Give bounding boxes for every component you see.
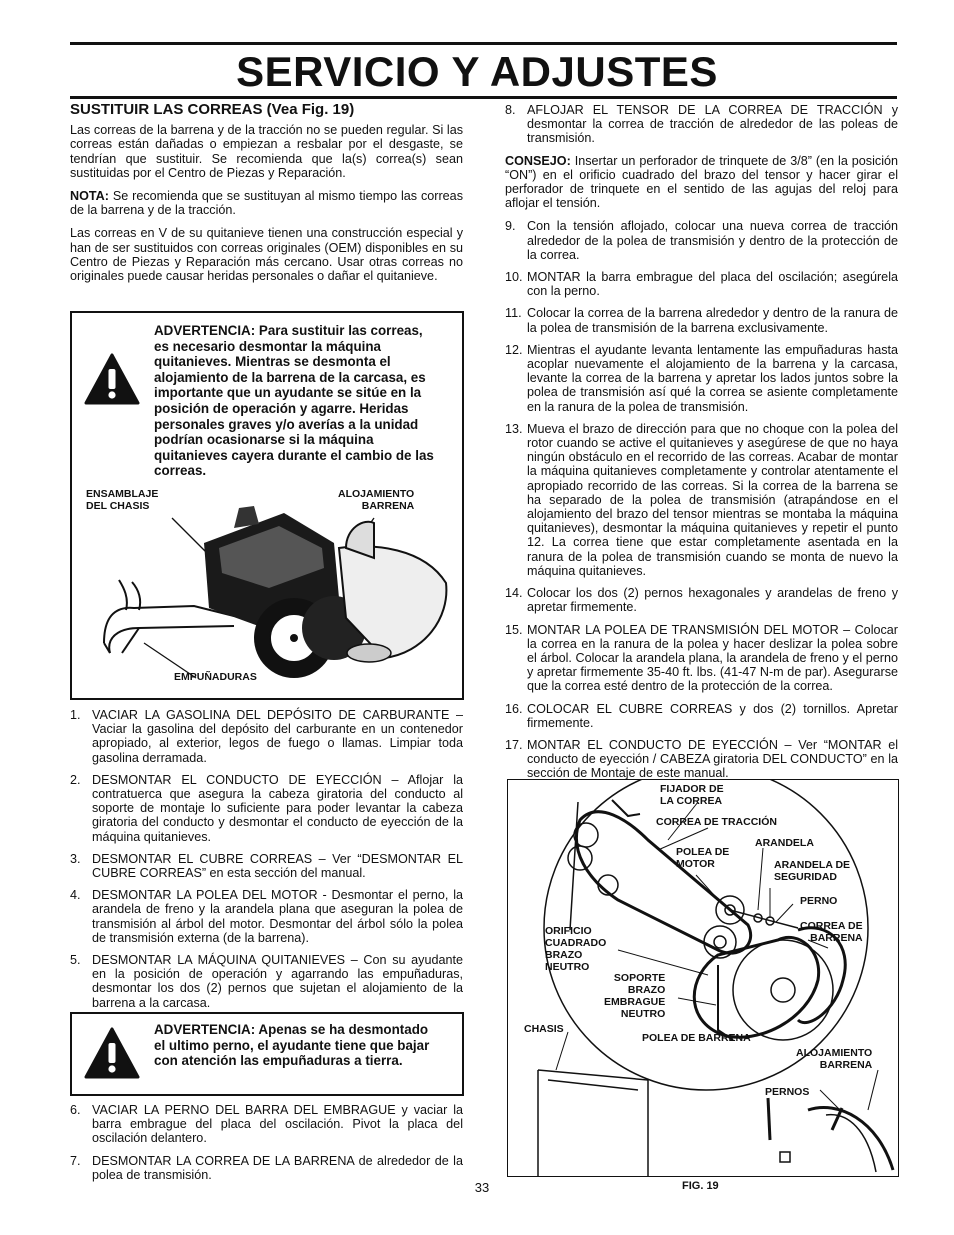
belt-diagram: [508, 780, 898, 1176]
figure-caption: FIG. 19: [682, 1180, 719, 1192]
step-13: 13. Mueva el brazo de dirección para que no choque con la polea del rotor cuando se active el quitanieves y asegúrese de que no haya ningún obstáculo en el recorrido de las correas. Acabar de montar la máquina quitanieves completamente y controlar atentamente el apropiado recorrido de las correas. Si la correa de la barrena se ha separado de la polea de transmisión (atrapándose en el alojamiento del brazo del tensor mientras se montaba la máquina quitanieves), desmontar la máquina quitanieves y repetir el punto 12. La correa tiene que estar completamente asentada en la ranura de la polea de transmisión cuando se monta de nuevo la máquina quitanieves.: [505, 421, 898, 578]
label-chassis: CHASIS: [524, 1023, 564, 1035]
label-lock-washer: ARANDELA DE SEGURIDAD: [774, 859, 851, 883]
page-title: SERVICIO Y ADJUSTES: [236, 48, 718, 95]
step-16: 16. COLOCAR EL CUBRE CORREAS y dos (2) tornillos. Apretar firmemente.: [505, 701, 898, 730]
steps-1-5: [70, 708, 463, 1018]
note-paragraph: [70, 189, 463, 217]
label-auger-pulley: POLEA DE BARRENA: [642, 1032, 751, 1044]
label-auger-housing: ALOJAMIENTO BARRENA: [338, 488, 415, 512]
figure-19: [507, 779, 899, 1177]
left-intro: [70, 103, 463, 292]
step-4: 4. DESMONTAR LA POLEA DEL MOTOR - Desmontar el perno, la arandela de freno y la arandela plana que aseguran la polea de transmisión al árbol del motor. Desmontar del árbol sólo la polea de transmisión externa (de la barrena).: [70, 888, 463, 945]
step-8: 8. AFLOJAR EL TENSOR DE LA CORREA DE TRACCIÓN y desmontar la correa de tracción de alrededor de las poleas de transmisión.: [505, 103, 898, 146]
oem-paragraph: Las correas en V de su quitanieve tienen una construcción especial y han de ser sustituidos con correas originales (OEM) disponibles en su Centro de Piezas y Reparación más cercano. Usar otras correas no originales puede causar heridas personales o dañar el quitanieve.: [70, 226, 463, 284]
step-3: 3. DESMONTAR EL CUBRE CORREAS – Ver “DESMONTAR EL CUBRE CORREAS” en esta sección del manual.: [70, 851, 463, 881]
label-washer: ARANDELA: [755, 837, 814, 849]
label-traction-belt: CORREA DE TRACCIÓN: [656, 816, 777, 828]
steps-6-7: [70, 1103, 463, 1190]
step-12: 12. Mientras el ayudante levanta lentamente las empuñaduras hasta acoplar nuevamente el alojamiento de la barrena y la carcasa, levante la correa de la barrena y apretar los lados juntos sobre la polea de transmisión así qué la correa se asiente completamente en la ranura de la polea de transmisión.: [505, 342, 898, 414]
step-7: 7. DESMONTAR LA CORREA DE LA BARRENA de alrededor de la polea de transmisión.: [70, 1153, 463, 1182]
step-14: 14. Colocar los dos (2) pernos hexagonales y arandelas de freno y apretar firmemente.: [505, 586, 898, 615]
warning-triangle-icon: [84, 1027, 140, 1079]
intro-paragraph: Las correas de la barrena y de la tracción no se pueden regular. Si las correas están dañadas o empiezan a resbalar por el desgaste, se tendrían que sustituir. Se recomienda que la(s) correa(s) sean sustituidas por el Centro de Piezas y Reparación.: [70, 123, 463, 180]
tip-label: CONSEJO:: [505, 153, 571, 168]
step-9: 9. Con la tensión aflojado, colocar una nueva correa de tracción alrededor de la polea de transmisión y dentro de la protección de la correa.: [505, 219, 898, 262]
warning-box-1: [70, 311, 464, 700]
warning-box-2: [70, 1012, 464, 1096]
label-belt-retainer: FIJADOR DE LA CORREA: [660, 783, 724, 807]
snowblower-illustration: [84, 488, 450, 688]
page-number: 33: [474, 1180, 490, 1195]
right-column: [505, 103, 898, 789]
step-2: 2. DESMONTAR EL CONDUCTO DE EYECCIÓN – Aflojar la contratuerca que asegura la cabeza giratoria del conducto al soporte de montaje lo suficiente para poder levantar la cabeza giratoria del conducto y desmontar el conducto de eyección de la máquina quitanieves.: [70, 772, 463, 844]
title-rule: [70, 96, 897, 99]
step-5: 5. DESMONTAR LA MÁQUINA QUITANIEVES – Con su ayudante en la posición de operación y agarrando las empuñaduras, desmontar los dos (2) pernos que sujetan el alojamiento de la barrena a la carcasa.: [70, 953, 463, 1010]
step-10: 10. MONTAR la barra embrague del placa del oscilación; asegúrela con la perno.: [505, 270, 898, 299]
label-auger-belt: CORREA DE BARRENA: [800, 920, 863, 944]
step-15: 15. MONTAR LA POLEA DE TRANSMISIÓN DEL MOTOR – Colocar la correa en la ranura de la polea y hacer deslizar la polea sobre el árbol. Colocar la arandela plana, la arandela de freno y el perno y apretar firmemente 35-40 ft. lbs. (41-47 N-m de par). Asegurarse que la correa esté dentro de la protección de la correa.: [505, 622, 898, 694]
tip-text: Insertar un perforador de trinquete de 3/8” (en la posición “ON”) en el orificio cuadrado del brazo del tensor y hacer girar el perforador de trinquete en el sentido de las agujas del reloj para aflojar el tensión.: [505, 153, 898, 211]
label-engine-pulley: POLEA DE MOTOR: [676, 846, 730, 870]
label-auger-housing-fig19: ALOJAMIENTO BARRENA: [796, 1047, 873, 1071]
label-chassis-assembly: ENSAMBLAJE DEL CHASIS: [86, 488, 159, 512]
section-heading: SUSTITUIR LAS CORREAS (Vea Fig. 19): [70, 101, 355, 118]
tip-paragraph: [505, 154, 898, 211]
warning-1-text: ADVERTENCIA: Para sustituir las correas, es necesario desmontar la máquina quitanieves. Mientras se desmonta el alojamiento de la barrena de la carcasa, es importante que un ayudante se sitúe en la posición de operación y agarre. Heridas personales graves y/o averías a la unidad podrían ocasionarse si la máquina quitanieves cayera durante el cambio de las correas.: [154, 323, 434, 479]
warning-triangle-icon: [84, 353, 140, 405]
label-clutch-bracket: SOPORTE BRAZO EMBRAGUE NEUTRO: [604, 972, 666, 1020]
step-1: 1. VACIAR LA GASOLINA DEL DEPÓSITO DE CARBURANTE – Vaciar la gasolina del depósito del carburante en un contenedor apropiado, al exterior, legos de fuego o llamas. Limpiar toda gasolina derramada.: [70, 708, 463, 765]
step-6: 6. VACIAR LA PERNO DEL BARRA DEL EMBRAGUE y vaciar la barra embrague del placa del oscilación. Pivot la placa del oscilación delantero.: [70, 1103, 463, 1146]
warning-2-text: ADVERTENCIA: Apenas se ha desmontado el ultimo perno, el ayudante tiene que bajar con atención las empuñaduras a tierra.: [154, 1022, 430, 1069]
note-text: Se recomienda que se sustituyan al mismo tiempo las correas de la barrena y de la tracción.: [70, 189, 463, 218]
note-label: NOTA:: [70, 189, 109, 204]
step-11: 11. Colocar la correa de la barrena alrededor y dentro de la ranura de la polea de transmisión de la barrena exclusivamente.: [505, 306, 898, 335]
label-bolts: PERNOS: [765, 1086, 810, 1098]
step-17: 17. MONTAR EL CONDUCTO DE EYECCIÓN – Ver “MONTAR el conducto de eyección / CABEZA giratoria DEL CONDUCTO” en la sección de Montaje de este manual.: [505, 737, 898, 781]
top-rule: [70, 42, 897, 45]
label-handles: EMPUÑADURAS: [174, 671, 257, 683]
label-square-hole: ORIFICIO CUADRADO BRAZO NEUTRO: [545, 925, 607, 973]
label-bolt: PERNO: [800, 895, 838, 907]
